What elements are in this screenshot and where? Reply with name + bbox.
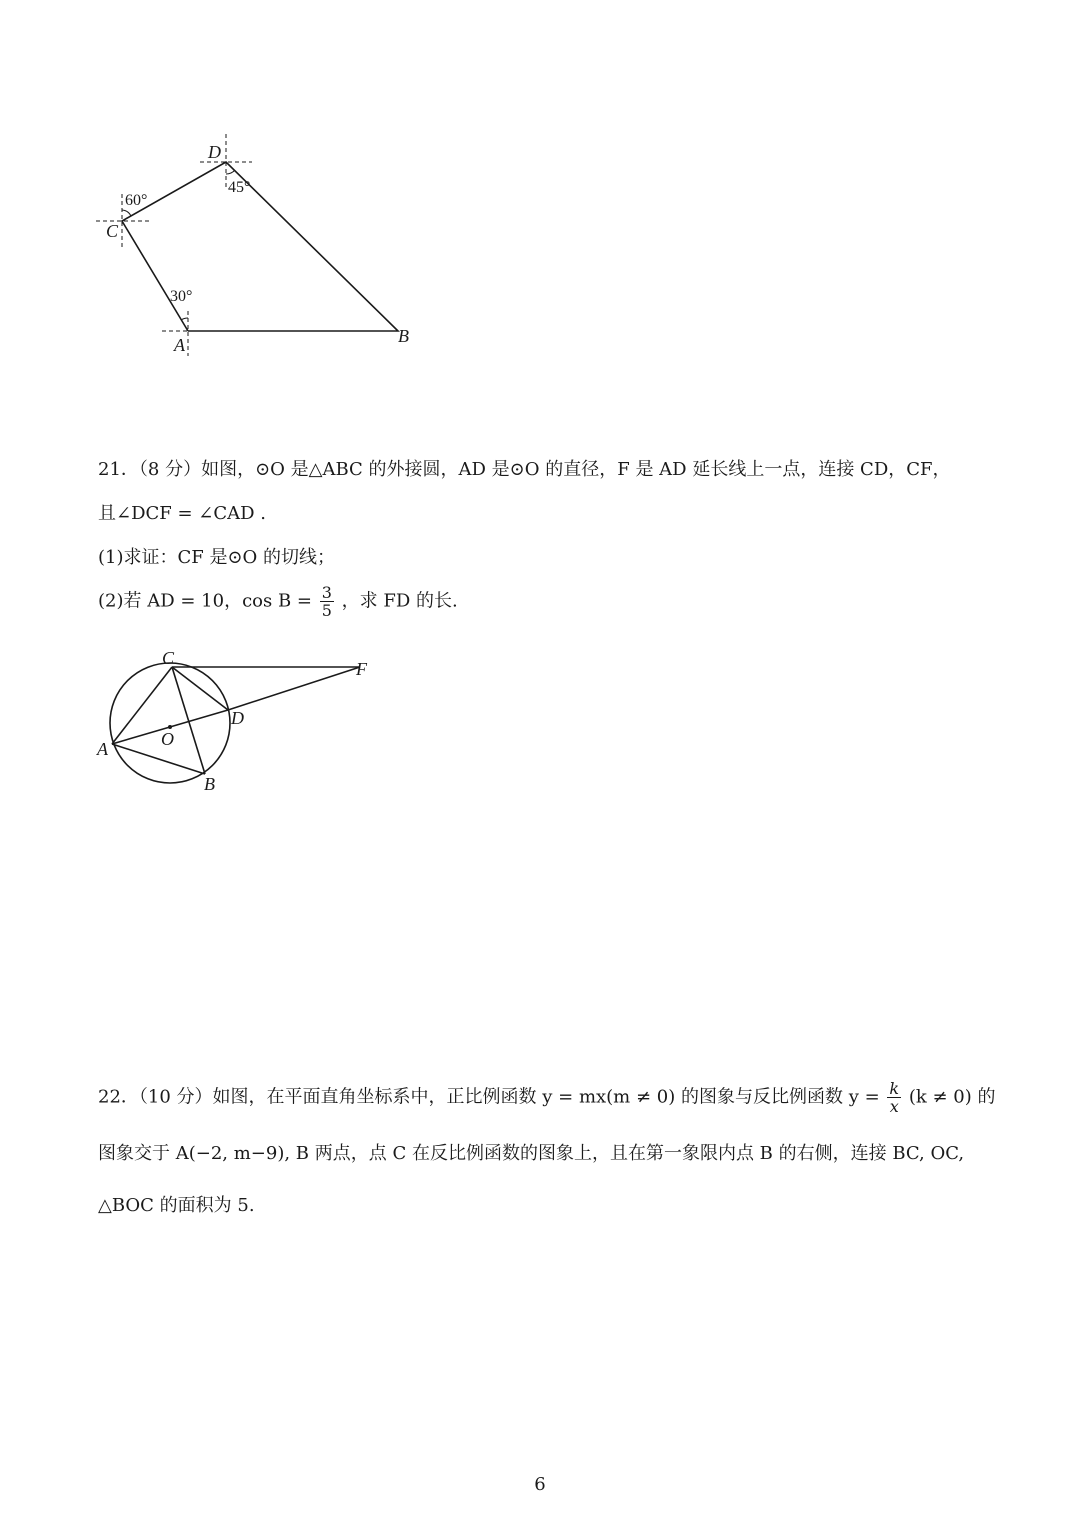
vertex-c-label: C <box>106 221 119 241</box>
q22-statement-line1 <box>98 1080 996 1115</box>
q21-cosb-fraction <box>320 584 334 619</box>
q22-statement-line3: △BOC 的面积为 5. <box>98 1195 255 1216</box>
vertex-a-label: A <box>174 335 185 355</box>
point-a-label: A <box>97 739 108 759</box>
q21-statement-line1: 21．（8 分）如图，⊙O 是△ABC 的外接圆，AD 是⊙O 的直径，F 是 AD 延长线上一点，连接 CD，CF， <box>98 459 951 480</box>
vertex-b-label: B <box>398 326 409 346</box>
q21-part2-prefix: (2)若 AD = 10，cos B = <box>98 590 312 612</box>
angle-30-label: 30° <box>170 288 193 305</box>
vertex-d-label: D <box>208 142 221 162</box>
q21-part1: (1)求证：CF 是⊙O 的切线； <box>98 547 336 568</box>
q21-part2 <box>98 584 458 619</box>
fraction-numerator: k <box>889 1079 900 1098</box>
q22-line1-prefix: 22．（10 分）如图，在平面直角坐标系中，正比例函数 y = mx(m ≠ 0) 的图象与反比例函数 y = <box>98 1086 880 1108</box>
point-d-label: D <box>231 708 244 728</box>
fraction-denominator: x <box>889 1097 899 1116</box>
angle-45-label: 45° <box>228 179 251 196</box>
q22-kx-fraction <box>887 1080 901 1115</box>
q22-line1-suffix: (k ≠ 0) 的 <box>908 1086 996 1108</box>
point-o-label: O <box>161 729 174 749</box>
quadrilateral-figure <box>0 0 1080 400</box>
q21-part2-suffix: ，求 FD 的长. <box>341 590 458 612</box>
point-b-label: B <box>204 774 215 794</box>
q22-statement-line2: 图象交于 A(−2, m−9), B 两点，点 C 在反比例函数的图象上，且在第一象限内点 B 的右侧，连接 BC, OC, <box>98 1143 965 1164</box>
page-number: 6 <box>534 1474 546 1495</box>
fraction-denominator: 5 <box>321 601 332 620</box>
circle-figure <box>0 640 420 800</box>
point-c-label: C <box>162 648 175 668</box>
q21-statement-line2: 且∠DCF = ∠CAD . <box>98 503 267 524</box>
point-f-label: F <box>356 659 367 679</box>
fraction-numerator: 3 <box>321 583 332 602</box>
angle-60-label: 60° <box>125 192 148 209</box>
